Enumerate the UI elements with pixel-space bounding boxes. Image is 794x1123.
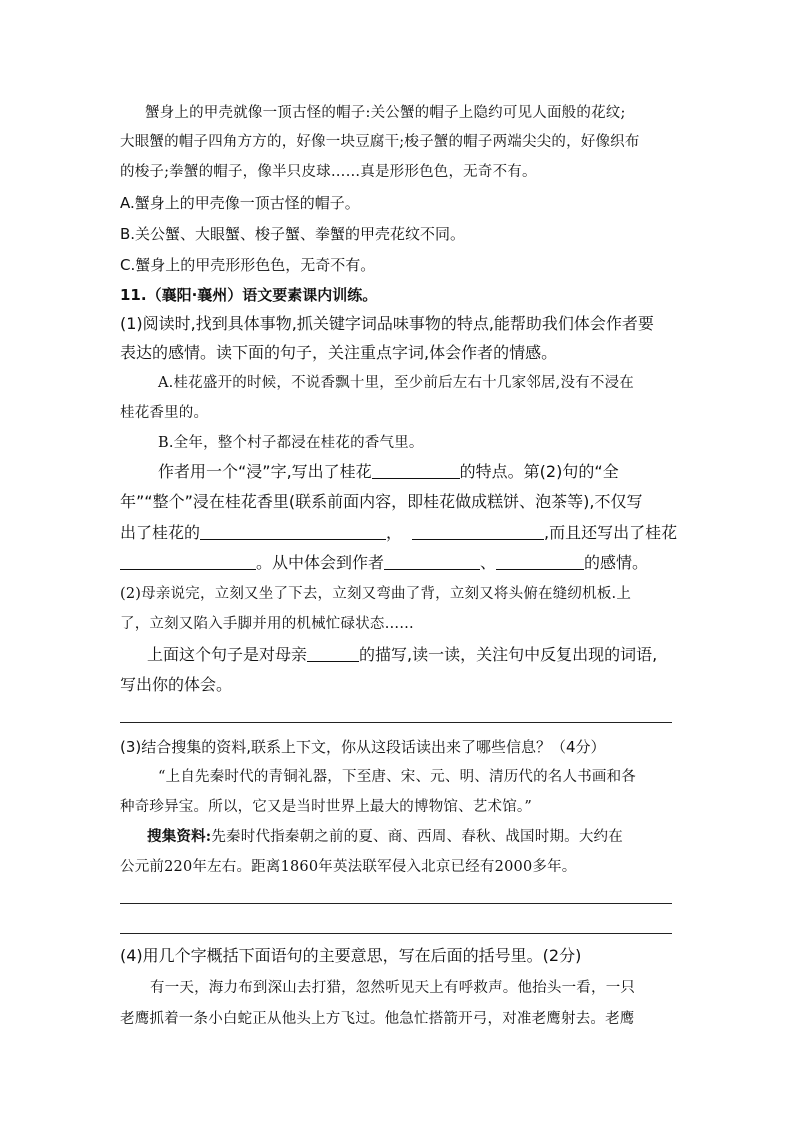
q11-p4-line-1: 有一天，海力布到深山去打猎，忽然听见天上有呼救声。他抬头一看，一只	[150, 980, 636, 996]
fill-line-4-text-b: 、	[480, 553, 497, 572]
sentence-b: B.全年，整个村子都浸在桂花的香气里。	[158, 435, 424, 451]
material-text-1: 先秦时代指秦朝之前的夏、商、西周、春秋、战国时期。大约在	[211, 829, 623, 845]
fill-line-2: 年”“整个”浸在桂花香里(联系前面内容，即桂花做成糕饼、泡茶等),不仅写	[120, 492, 643, 511]
q11-p1-line-2: 表达的感情。读下面的句子，关注重点字词,体会作者的情感。	[120, 343, 558, 362]
fill-line-1-text-a: 作者用一个“浸”字,写出了桂花	[158, 462, 372, 481]
q11-p2-line-2: 了，立刻又陷入手脚并用的机械忙碌状态……	[120, 616, 414, 632]
option-c: C.蟹身上的甲壳形形色色，无奇不有。	[120, 256, 376, 274]
crab-passage-line-3: 的梭子;拳蟹的帽子，像半只皮球……真是形形色色，无奇不有。	[120, 164, 537, 180]
option-a: A.蟹身上的甲壳像一顶古怪的帽子。	[120, 194, 360, 212]
blank-gui-2[interactable]	[412, 523, 544, 540]
q11-p2-question	[147, 645, 657, 665]
q11-p4-title: (4)用几个字概括下面语句的主要意思，写在后面的括号里。(2分)	[120, 946, 582, 965]
fill-line-1	[158, 462, 619, 482]
answer-line-1[interactable]	[120, 722, 672, 723]
answer-line-3[interactable]	[120, 933, 672, 934]
q11-p1-line-1: (1)阅读时,找到具体事物,抓关键字词品味事物的特点,能帮助我们体会作者要	[120, 314, 654, 333]
option-b: B.关公蟹、大眼蟹、梭子蟹、拳蟹的甲壳花纹不同。	[120, 225, 466, 243]
fill-line-4-text-a: 。从中体会到作者	[256, 553, 385, 572]
q11-p4-line-2: 老鹰抓着一条小白蛇正从他头上方飞过。他急忙搭箭开弓，对准老鹰射去。老鹰	[120, 1011, 635, 1027]
answer-line-2[interactable]	[120, 903, 672, 904]
q11-title: 11.（襄阳·襄州）语文要素课内训练。	[120, 286, 378, 304]
material-label: 搜集资料:	[147, 828, 212, 845]
fill-line-3	[120, 523, 677, 543]
fill-line-3-text-a: 出了桂花的	[120, 523, 201, 542]
fill-line-4-text-c: 的感情。	[584, 553, 649, 572]
fill-line-4	[120, 553, 648, 573]
crab-passage-line-2: 大眼蟹的帽子四角方方的，好像一块豆腐干;梭子蟹的帽子两端尖尖的，好像织布	[120, 134, 640, 150]
sentence-a-line-1: A.桂花盛开的时候，不说香飘十里，至少前后左右十几家邻居,没有不浸在	[158, 375, 634, 391]
q11-p3-title: (3)结合搜集的资料,联系上下文，你从这段话读出来了哪些信息？（4分）	[120, 738, 606, 756]
q11-p3-quote-line-2: 种奇珍异宝。所以，它又是当时世界上最大的博物馆、艺术馆。”	[120, 799, 532, 815]
q11-p2-question-text-a: 上面这个句子是对母亲	[147, 645, 308, 664]
blank-feeling-2[interactable]	[496, 553, 584, 570]
blank-description[interactable]	[307, 645, 359, 662]
q11-p3-material-line-1	[147, 827, 623, 847]
blank-feature[interactable]	[372, 462, 460, 479]
fill-line-1-text-b: 的特点。第(2)句的“全	[459, 462, 619, 481]
q11-p2-question-line-2: 写出你的体会。	[120, 675, 233, 694]
q11-p2-question-text-b: 的描写,读一读，关注句中反复出现的词语,	[359, 645, 658, 664]
crab-passage-line-1: 蟹身上的甲壳就像一顶古怪的帽子:关公蟹的帽子上隐约可见人面般的花纹;	[145, 105, 626, 121]
blank-feeling-1[interactable]	[384, 553, 480, 570]
blank-gui-1[interactable]	[200, 523, 386, 540]
sentence-a-line-2: 桂花香里的。	[120, 405, 209, 421]
fill-line-3-text-c: ,而且还写出了桂花	[544, 523, 678, 542]
fill-line-3-text-b: ，	[386, 523, 403, 542]
blank-gui-3[interactable]	[120, 553, 256, 570]
q11-p3-quote-line-1: “上自先秦时代的青铜礼器，下至唐、宋、元、明、清历代的名人书画和各	[158, 769, 637, 785]
q11-p3-material-line-2: 公元前220年左右。距离1860年英法联军侵入北京已经有2000多年。	[120, 859, 577, 875]
q11-p2-line-1: (2)母亲说完，立刻又坐了下去，立刻又弯曲了背，立刻又将头俯在缝纫机板.上	[120, 586, 632, 602]
